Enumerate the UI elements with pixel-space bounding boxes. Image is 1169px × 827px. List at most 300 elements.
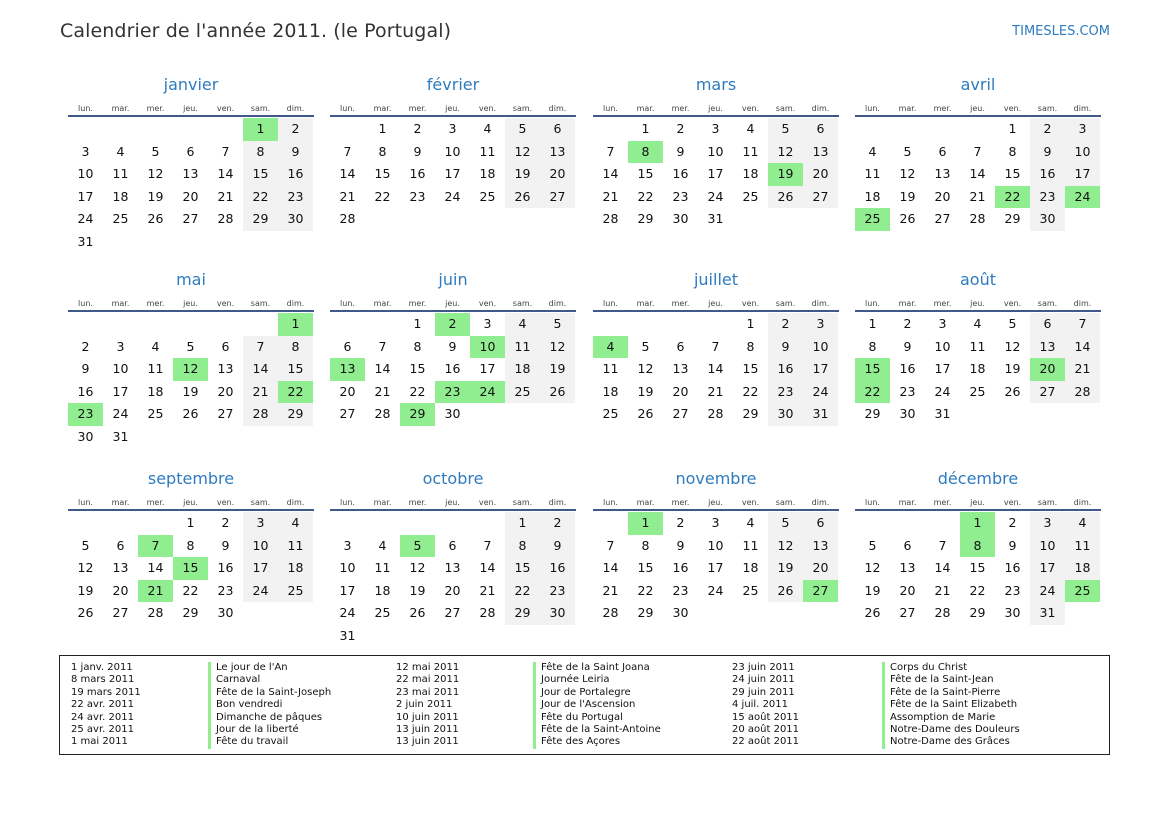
day-cell: 17 <box>1030 557 1065 580</box>
day-cell: 13 <box>803 141 838 164</box>
day-cell: 1 <box>746 316 755 331</box>
month-name: février <box>426 75 480 94</box>
day-cell: 7 <box>938 537 947 553</box>
day-cell: 21 <box>602 582 619 598</box>
empty-cell <box>960 118 995 141</box>
day-cell: 27 <box>339 406 356 421</box>
month-name: janvier <box>163 75 219 94</box>
day-cell: 6 <box>116 537 125 553</box>
day-cell: 22 <box>182 582 199 598</box>
holiday-day: 12 <box>173 358 208 381</box>
day-cell: 3 <box>483 316 492 331</box>
day-cell: 22 <box>637 582 654 598</box>
day-cell: 12 <box>864 560 881 575</box>
day-cell: 20 <box>803 557 838 580</box>
empty-cell <box>663 313 698 336</box>
legend-names-col2 <box>533 662 661 749</box>
month-name: avril <box>960 75 996 94</box>
weekday-header <box>593 295 839 312</box>
day-cell: 18 <box>147 383 164 399</box>
day-cell: 21 <box>479 582 496 598</box>
day-cell: 27 <box>672 406 689 421</box>
holiday-day: 1 <box>243 118 278 141</box>
weekday-header <box>330 494 576 511</box>
weekday-label: lun. <box>603 104 618 113</box>
legend-date: 19 mars 2011 <box>71 686 141 698</box>
day-cell: 28 <box>147 605 164 620</box>
holiday-day: 2 <box>435 313 470 336</box>
weekday-label: jeu. <box>183 104 198 113</box>
day-cell: 28 <box>969 211 986 226</box>
day-cell: 21 <box>374 383 391 399</box>
day-cell: 30 <box>217 605 234 620</box>
day-cell: 19 <box>77 582 94 598</box>
weekday-header <box>593 100 839 117</box>
empty-cell <box>435 512 470 535</box>
day-cell: 24 <box>707 188 724 204</box>
day-cell: 11 <box>479 143 496 159</box>
day-cell: 6 <box>448 537 457 553</box>
day-cell: 8 <box>186 537 195 553</box>
day-cell: 30 <box>278 208 313 231</box>
day-cell: 7 <box>243 336 278 359</box>
day-cell: 10 <box>339 560 356 575</box>
month-name: août <box>959 270 996 289</box>
day-cell: 23 <box>540 580 575 603</box>
day-cell: 29 <box>505 602 540 625</box>
day-cell: 4 <box>868 143 877 159</box>
month-name: juin <box>438 270 468 289</box>
weekday-label: dim. <box>1073 299 1092 308</box>
day-cell: 30 <box>672 605 689 620</box>
weekday-label: dim. <box>811 498 830 507</box>
day-cell: 20 <box>339 383 356 399</box>
weekday-header <box>68 295 314 312</box>
weekday-label: ven. <box>478 498 497 507</box>
day-cell: 18 <box>479 166 496 181</box>
day-cell: 10 <box>707 537 724 553</box>
day-cell: 10 <box>1065 141 1100 164</box>
brand-link[interactable]: TIMESLES.COM <box>1012 24 1110 39</box>
day-cell: 6 <box>803 512 838 535</box>
day-cell: 5 <box>151 143 160 159</box>
day-cell: 29 <box>969 605 986 620</box>
day-cell: 11 <box>278 535 313 558</box>
weekday-label: mer. <box>671 299 690 308</box>
day-cell: 11 <box>602 361 619 376</box>
day-cell: 7 <box>1065 313 1100 336</box>
month-name: juillet <box>693 270 739 289</box>
legend-names-col1 <box>208 662 331 749</box>
legend-holiday-name: Fête de la Saint Joana <box>533 662 661 674</box>
month-name: décembre <box>937 469 1019 488</box>
weekday-label: mer. <box>933 104 952 113</box>
day-cell: 14 <box>602 166 619 181</box>
day-cell: 19 <box>147 188 164 204</box>
day-cell: 9 <box>903 338 912 354</box>
legend-holiday-name: Fête des Açores <box>533 736 661 748</box>
day-cell: 2 <box>676 515 685 530</box>
holiday-day: 25 <box>855 208 890 231</box>
weekday-label: mer. <box>146 104 165 113</box>
legend-date: 12 mai 2011 <box>396 662 460 673</box>
day-cell: 15 <box>409 361 426 376</box>
day-cell: 7 <box>606 537 615 553</box>
weekday-label: jeu. <box>183 299 198 308</box>
weekday-label: mar. <box>898 299 917 308</box>
day-cell: 2 <box>413 121 422 136</box>
day-cell: 24 <box>243 580 278 603</box>
day-cell: 5 <box>505 118 540 141</box>
day-cell: 9 <box>448 338 457 354</box>
legend-holiday-name: Fête de la Saint Elizabeth <box>882 699 1020 711</box>
day-cell: 27 <box>444 605 461 620</box>
weekday-label: sam. <box>775 104 796 113</box>
day-cell: 1 <box>378 121 387 136</box>
day-cell: 8 <box>1008 143 1017 159</box>
legend-date: 29 juin 2011 <box>732 686 795 698</box>
day-cell: 11 <box>742 143 759 159</box>
day-cell: 18 <box>864 188 881 204</box>
day-cell: 8 <box>505 535 540 558</box>
holiday-day: 24 <box>470 381 505 404</box>
day-cell: 11 <box>505 336 540 359</box>
day-cell: 31 <box>112 428 129 444</box>
day-cell: 24 <box>77 211 94 226</box>
day-cell: 19 <box>409 582 426 598</box>
weekday-label: sam. <box>250 299 271 308</box>
legend-holiday-name: Le jour de l'An <box>208 662 331 674</box>
day-cell: 24 <box>707 582 724 598</box>
day-cell: 3 <box>1030 512 1065 535</box>
empty-cell <box>365 313 400 336</box>
day-cell: 5 <box>641 338 650 354</box>
day-cell: 11 <box>864 166 881 181</box>
day-cell: 27 <box>182 211 199 226</box>
weekday-label: jeu. <box>708 104 723 113</box>
day-cell: 22 <box>742 383 759 399</box>
holiday-day: 10 <box>470 336 505 359</box>
day-cell: 21 <box>707 383 724 399</box>
day-cell: 26 <box>899 211 916 226</box>
day-cell: 26 <box>1004 383 1021 399</box>
legend-date: 1 mai 2011 <box>71 736 128 748</box>
legend-holiday-name: Journée Leiria <box>533 674 661 686</box>
day-cell: 23 <box>217 582 234 598</box>
weekday-label: ven. <box>216 104 235 113</box>
day-cell: 6 <box>903 537 912 553</box>
day-cell: 16 <box>278 163 313 186</box>
legend-date: 13 juin 2011 <box>396 736 459 748</box>
day-cell: 6 <box>938 143 947 159</box>
day-cell: 2 <box>903 316 912 331</box>
legend-holiday-name: Jour de Portalegre <box>533 687 661 699</box>
month-11 <box>593 464 839 625</box>
legend-holiday-name: Fête du Portugal <box>533 712 661 724</box>
legend-dates-col3 <box>732 662 799 749</box>
legend-date: 10 juin 2011 <box>396 711 459 723</box>
day-cell: 28 <box>243 403 278 426</box>
weekday-label: jeu. <box>970 104 985 113</box>
day-cell: 29 <box>1004 211 1021 226</box>
empty-cell <box>103 512 138 535</box>
legend-holiday-name: Jour de l'Ascension <box>533 699 661 711</box>
day-cell: 20 <box>217 383 234 399</box>
day-cell: 8 <box>413 338 422 354</box>
day-cell: 31 <box>803 403 838 426</box>
weekday-label: lun. <box>78 498 93 507</box>
day-cell: 14 <box>217 166 234 181</box>
weekday-label: jeu. <box>445 498 460 507</box>
weekday-label: mer. <box>933 498 952 507</box>
weekday-label: mar. <box>373 104 392 113</box>
day-grid <box>330 117 576 231</box>
day-cell: 16 <box>899 361 916 376</box>
day-cell: 1 <box>413 316 422 331</box>
holiday-day: 24 <box>1065 186 1100 209</box>
weekday-label: mar. <box>111 498 130 507</box>
day-cell: 10 <box>934 338 951 354</box>
empty-cell <box>890 512 925 535</box>
day-cell: 23 <box>672 582 689 598</box>
day-cell: 29 <box>637 605 654 620</box>
day-grid <box>593 511 839 625</box>
day-cell: 31 <box>707 211 724 226</box>
day-cell: 4 <box>278 512 313 535</box>
legend-date: 23 juin 2011 <box>732 662 795 673</box>
weekday-header <box>68 100 314 117</box>
day-grid <box>855 312 1101 426</box>
day-cell: 4 <box>116 143 125 159</box>
weekday-label: jeu. <box>445 299 460 308</box>
day-cell: 14 <box>147 560 164 575</box>
day-cell: 3 <box>81 143 90 159</box>
legend-holiday-name: Fête de la Saint-Antoine <box>533 724 661 736</box>
day-cell: 30 <box>444 406 461 421</box>
day-cell: 29 <box>243 208 278 231</box>
day-cell: 10 <box>803 336 838 359</box>
weekday-label: mar. <box>111 299 130 308</box>
weekday-label: ven. <box>741 299 760 308</box>
day-cell: 12 <box>540 336 575 359</box>
day-cell: 14 <box>602 560 619 575</box>
empty-cell <box>208 313 243 336</box>
day-cell: 19 <box>505 163 540 186</box>
day-cell: 11 <box>1065 535 1100 558</box>
day-cell: 12 <box>409 560 426 575</box>
day-cell: 22 <box>409 383 426 399</box>
empty-cell <box>68 512 103 535</box>
day-cell: 4 <box>973 316 982 331</box>
day-cell: 25 <box>505 381 540 404</box>
legend-holiday-name: Fête de la Saint-Pierre <box>882 687 1020 699</box>
weekday-label: mar. <box>373 299 392 308</box>
weekday-label: dim. <box>548 299 567 308</box>
legend-holiday-name: Dimanche de pâques <box>208 712 331 724</box>
month-name: septembre <box>147 469 235 488</box>
day-cell: 14 <box>969 166 986 181</box>
day-cell: 10 <box>77 166 94 181</box>
day-cell: 21 <box>217 188 234 204</box>
day-cell: 8 <box>746 338 755 354</box>
day-cell: 28 <box>1065 381 1100 404</box>
day-cell: 24 <box>1030 580 1065 603</box>
day-cell: 4 <box>746 515 755 530</box>
holiday-day: 1 <box>960 512 995 535</box>
legend-date: 8 mars 2011 <box>71 674 135 686</box>
day-cell: 9 <box>676 143 685 159</box>
empty-cell <box>330 313 365 336</box>
day-cell: 27 <box>899 605 916 620</box>
weekday-label: ven. <box>478 299 497 308</box>
weekday-label: ven. <box>216 299 235 308</box>
day-cell: 23 <box>278 186 313 209</box>
day-cell: 9 <box>278 141 313 164</box>
day-cell: 30 <box>77 428 94 444</box>
day-cell: 28 <box>934 605 951 620</box>
day-cell: 5 <box>768 118 803 141</box>
month-12 <box>855 464 1101 625</box>
day-cell: 19 <box>1004 361 1021 376</box>
weekday-label: sam. <box>512 299 533 308</box>
day-cell: 12 <box>1004 338 1021 354</box>
weekday-label: dim. <box>548 104 567 113</box>
month-3 <box>593 70 839 231</box>
weekday-label: lun. <box>78 104 93 113</box>
day-cell: 8 <box>378 143 387 159</box>
day-cell: 26 <box>540 381 575 404</box>
day-grid <box>855 117 1101 231</box>
weekday-header <box>330 295 576 312</box>
day-cell: 21 <box>934 582 951 598</box>
holiday-day: 4 <box>593 336 628 359</box>
day-cell: 18 <box>1065 557 1100 580</box>
day-cell: 9 <box>676 537 685 553</box>
day-cell: 22 <box>243 186 278 209</box>
day-cell: 25 <box>112 211 129 226</box>
day-cell: 19 <box>864 582 881 598</box>
day-cell: 3 <box>448 121 457 136</box>
day-cell: 5 <box>768 512 803 535</box>
weekday-label: lun. <box>340 104 355 113</box>
legend-date: 24 avr. 2011 <box>71 711 134 723</box>
day-cell: 19 <box>637 383 654 399</box>
day-cell: 20 <box>182 188 199 204</box>
day-cell: 13 <box>1030 336 1065 359</box>
empty-cell <box>103 118 138 141</box>
day-cell: 28 <box>707 406 724 421</box>
day-cell: 20 <box>934 188 951 204</box>
legend-date: 23 mai 2011 <box>396 686 460 698</box>
holiday-day: 21 <box>138 580 173 603</box>
empty-cell <box>593 313 628 336</box>
empty-cell <box>330 118 365 141</box>
day-cell: 20 <box>803 163 838 186</box>
empty-cell <box>138 118 173 141</box>
weekday-header <box>593 494 839 511</box>
day-cell: 13 <box>934 166 951 181</box>
day-cell: 15 <box>374 166 391 181</box>
page-title: Calendrier de l'année 2011. (le Portugal) <box>60 20 452 42</box>
weekday-label: sam. <box>1037 498 1058 507</box>
day-cell: 1 <box>641 121 650 136</box>
day-cell: 14 <box>1065 336 1100 359</box>
day-cell: 2 <box>81 338 90 354</box>
day-cell: 28 <box>339 211 356 226</box>
day-cell: 17 <box>707 560 724 575</box>
day-cell: 11 <box>374 560 391 575</box>
day-cell: 17 <box>444 166 461 181</box>
holiday-day: 23 <box>435 381 470 404</box>
day-cell: 13 <box>444 560 461 575</box>
day-cell: 20 <box>672 383 689 399</box>
empty-cell <box>138 512 173 535</box>
day-cell: 2 <box>768 313 803 336</box>
day-cell: 4 <box>378 537 387 553</box>
day-cell: 27 <box>540 186 575 209</box>
day-cell: 3 <box>803 313 838 336</box>
holiday-day: 22 <box>995 186 1030 209</box>
day-cell: 8 <box>278 336 313 359</box>
day-cell: 8 <box>243 141 278 164</box>
day-cell: 15 <box>278 358 313 381</box>
day-cell: 17 <box>707 166 724 181</box>
weekday-label: lun. <box>78 299 93 308</box>
weekday-label: sam. <box>775 498 796 507</box>
day-cell: 15 <box>742 361 759 376</box>
day-cell: 6 <box>186 143 195 159</box>
weekday-label: jeu. <box>708 299 723 308</box>
month-name: mai <box>176 270 206 289</box>
day-cell: 14 <box>934 560 951 575</box>
day-cell: 9 <box>221 537 230 553</box>
day-cell: 16 <box>444 361 461 376</box>
weekday-label: dim. <box>286 299 305 308</box>
day-cell: 18 <box>374 582 391 598</box>
day-cell: 31 <box>1030 602 1065 625</box>
day-grid <box>593 312 839 426</box>
day-cell: 19 <box>768 557 803 580</box>
empty-cell <box>243 313 278 336</box>
day-cell: 26 <box>147 211 164 226</box>
holiday-day: 7 <box>138 535 173 558</box>
weekday-label: jeu. <box>970 498 985 507</box>
day-cell: 16 <box>409 166 426 181</box>
empty-cell <box>925 512 960 535</box>
day-cell: 26 <box>768 580 803 603</box>
day-cell: 25 <box>742 188 759 204</box>
day-cell: 30 <box>1030 208 1065 231</box>
day-cell: 12 <box>768 141 803 164</box>
day-cell: 26 <box>864 605 881 620</box>
day-cell: 13 <box>672 361 689 376</box>
empty-cell <box>855 512 890 535</box>
weekday-label: dim. <box>811 299 830 308</box>
day-cell: 9 <box>540 535 575 558</box>
holiday-day: 15 <box>173 557 208 580</box>
day-cell: 18 <box>278 557 313 580</box>
weekday-label: sam. <box>512 104 533 113</box>
day-cell: 23 <box>899 383 916 399</box>
day-cell: 16 <box>540 557 575 580</box>
legend-holiday-name: Assomption de Marie <box>882 712 1020 724</box>
weekday-label: dim. <box>1073 498 1092 507</box>
month-name: octobre <box>422 469 484 488</box>
holiday-day: 1 <box>628 512 663 535</box>
day-cell: 10 <box>1030 535 1065 558</box>
day-cell: 5 <box>81 537 90 553</box>
day-cell: 14 <box>479 560 496 575</box>
